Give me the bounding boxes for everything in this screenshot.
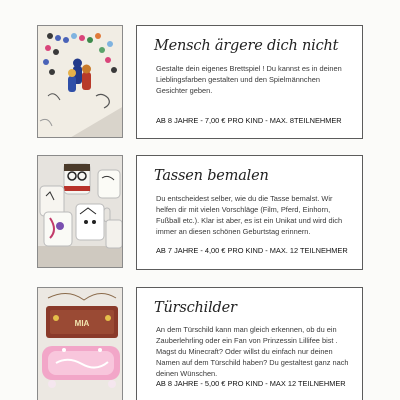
sign-text: MIA xyxy=(74,319,90,328)
workshop-description: An dem Türschild kann man gleich erkennen, ob du ein Zauberlehrling oder ein Fan von Prinzessin Lillifee bist . Magst du Minecraft? Oder willst du einfach nur deinen Namen auf dem Türschild haben? Du gestaltest ganz nach deinen Wünschen. xyxy=(156,325,349,378)
workshop-description: Du entscheidest selber, wie du die Tasse bemalst. Wir helfen dir mit vielen Vorschläge (Film, Pferd, Einhorn, Fußball etc.). Klar ist aber, es ist ein Unikat und wird dich immer an diesen schönen Geburtstag erinnern. xyxy=(156,194,343,236)
door-signs-photo xyxy=(37,287,123,400)
workshop-description: Gestalte dein eigenes Brettspiel ! Du kannst es in deinen Lieblingsfarben gestalten und den Spielmännchen Gesichter geben. xyxy=(156,64,342,95)
workshop-card-2 xyxy=(136,155,363,270)
workshop-price: AB 8 JAHRE - 7,00 € PRO KIND - MAX. 8TEILNEHMER xyxy=(156,116,342,125)
board-game-photo xyxy=(37,25,123,138)
workshop-title: Mensch ärgere dich nicht xyxy=(154,38,339,54)
workshop-price: AB 7 JAHRE - 4,00 € PRO KIND - MAX. 12 TEILNEHMER xyxy=(156,246,348,255)
painted-mugs-photo xyxy=(37,155,123,268)
workshop-title: Tassen bemalen xyxy=(154,168,269,184)
workshop-price: AB 8 JAHRE - 5,00 € PRO KIND - MAX 12 TEILNEHMER xyxy=(156,379,346,388)
workshop-card-1 xyxy=(136,25,363,139)
workshop-card-3 xyxy=(136,287,363,400)
workshop-title: Türschilder xyxy=(154,300,237,316)
